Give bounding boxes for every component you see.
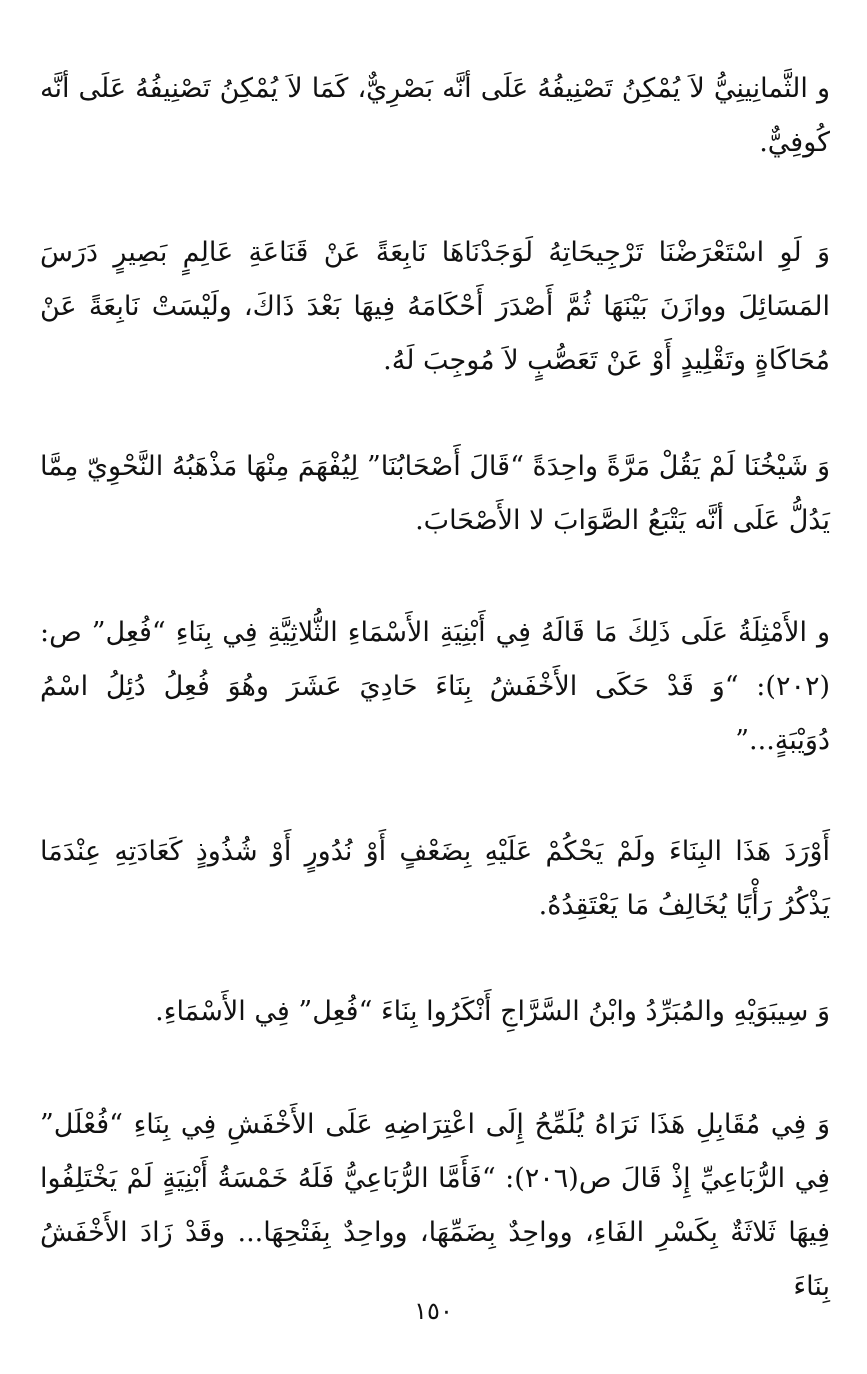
paragraph-7: وَ فِي مُقَابِلِ هَذَا نَرَاهُ يُلَمِّحُ إِلَى اعْتِرَاضِهِ عَلَى الأَخْفَشِ فِي بِنَاءِ “فُعْلَل” فِي الرُّبَاعِيِّ إِذْ قَالَ ص(٢٠٦): “فَأَمَّا الرُّبَاعِيُّ فَلَهُ خَمْسَةُ أَبْنِيَةٍ لَمْ يَخْتَلِفُوا فِيهَا ثَلاثَةٌ بِكَسْرِ الفَاءِ، وواحِدٌ بِضَمِّهَا، وواحِدٌ بِفَتْحِهَا... وقَدْ زَادَ الأَخْفَشُ بِنَاءَ <box>40 1109 830 1302</box>
page-number: ١٥٠ <box>414 1297 453 1325</box>
paragraph-1: و الثَّمانِينِيُّ لاَ يُمْكِنُ تَصْنِيفُهُ عَلَى أنَّه بَصْرِيٌّ، كَمَا لاَ يُمْكِنُ تَصْنِيفُهُ عَلَى أنَّه كُوفِيٌّ. <box>40 73 830 158</box>
paragraph-3: وَ شَيْخُنَا لَمْ يَقُلْ مَرَّةً واحِدَةً “قَالَ أَصْحَابُنَا” لِيُفْهَمَ مِنْهَا مَذْهَبُهُ النَّحْوِيّ مِمَّا يَدُلُّ عَلَى أنَّه يَتْبَعُ الصَّوَابَ لا الأَصْحَابَ. <box>40 451 830 536</box>
paragraph-2: وَ لَوِ اسْتَعْرَضْنَا تَرْجِيحَاتِهُ لَوَجَدْنَاهَا نَابِعَةً عَنْ قَنَاعَةِ عَالِمٍ بَصِيرٍ دَرَسَ المَسَائِلَ ووازَنَ بَيْنَهَا ثُمَّ أَصْدَرَ أَحْكَامَهُ فِيهَا بَعْدَ ذَاكَ، ولَيْسَتْ نَابِعَةً عَنْ مُحَاكَاةٍ وتَقْلِيدٍ أَوْ عَنْ تَعَصُّبٍ لاَ مُوجِبَ لَهُ. <box>40 237 830 376</box>
paragraph-5: أَوْرَدَ هَذَا البِنَاءَ ولَمْ يَحْكُمْ عَلَيْهِ بِضَعْفٍ أَوْ نُدُورٍ أَوْ شُذُوذٍ كَعَادَتِهِ عِنْدَمَا يَذْكُرُ رَأْيًا يُخَالِفُ مَا يَعْتَقِدُهُ. <box>40 836 830 921</box>
paragraph-6: وَ سِيبَوَيْهِ والمُبَرِّدُ وابْنُ السَّرَّاجِ أَنْكَرُوا بِنَاءَ “فُعِل” فِي الأَسْمَاءِ. <box>155 996 830 1027</box>
paragraph-4: و الأَمْثِلَةُ عَلَى ذَلِكَ مَا قَالَهُ فِي أَبْنِيَةِ الأَسْمَاءِ الثُّلاثِيَّةِ فِي بِنَاءِ “فُعِل” ص: (٢٠٢): “وَ قَدْ حَكَى الأَخْفَشُ بِنَاءَ حَادِيَ عَشَرَ وهُوَ فُعِلُ دُئِلُ اسْمُ دُوَيْبَةٍ...” <box>40 617 830 756</box>
